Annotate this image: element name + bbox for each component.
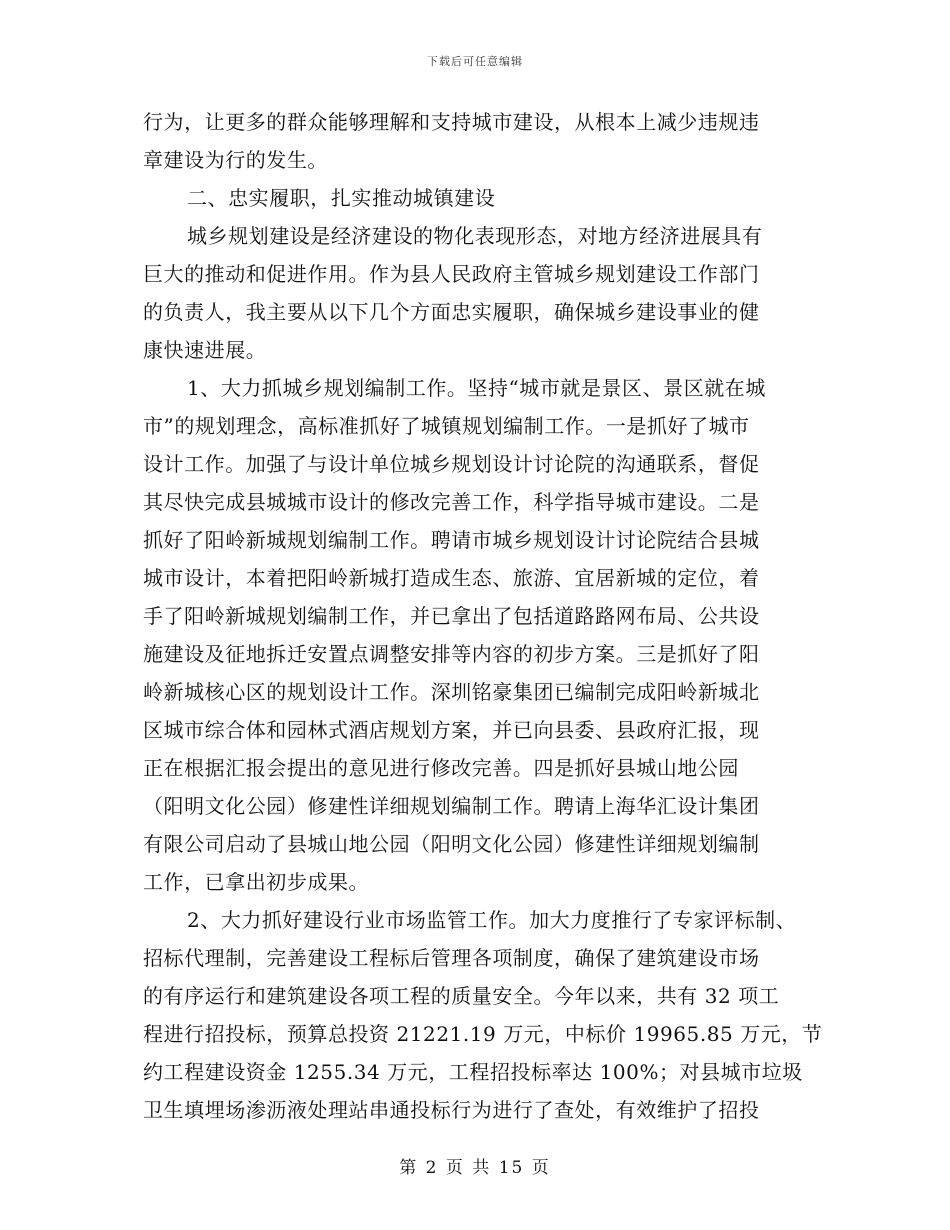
document-body [143,103,823,1129]
page-header: 下载后可任意编辑 [427,55,523,68]
text-line: 设计工作。加强了与设计单位城乡规划设计讨论院的沟通联系，督促 [143,452,760,476]
text-line: 城市设计，本着把阳岭新城打造成生态、旅游、宜居新城的定位，着 [143,566,760,590]
text-line: 招标代理制，完善建设工程标后管理各项制度，确保了建筑建设市场 [143,946,760,970]
text-line: 岭新城核心区的规划设计工作。深圳铭豪集团已编制完成阳岭新城北 [143,680,760,704]
text-line: 手了阳岭新城规划编制工作，并已拿出了包括道路路网布局、公共设 [143,604,760,628]
text-line: 正在根据汇报会提出的意见进行修改完善。四是抓好县城山地公园 [143,756,739,780]
text-line: 区城市综合体和园林式酒店规划方案，并已向县委、县政府汇报，现 [143,718,760,742]
text-line: 的有序运行和建筑建设各项工程的质量安全。今年以来，共有 32 项工 [143,984,780,1008]
text-line: 施建设及征地拆迁安置点调整安排等内容的初步方案。三是抓好了阳 [143,642,760,666]
text-line: 二、忠实履职，扎实推动城镇建设 [187,186,496,210]
text-line: 约工程建设资金 1255.34 万元，工程招投标率达 100%；对县城市垃圾 [143,1060,803,1084]
text-line: 程进行招投标，预算总投资 21221.19 万元，中标价 19965.85 万元，节 [143,1022,823,1046]
text-line: 城乡规划建设是经济建设的物化表现形态，对地方经济进展具有 [187,224,763,248]
page-footer: 第 2 页 共 15 页 [399,1158,551,1178]
text-line: 1、大力抓城乡规划编制工作。坚持“城市就是景区、景区就在城 [187,376,766,400]
text-line: 抓好了阳岭新城规划编制工作。聘请市城乡规划设计讨论院结合县城 [143,528,760,552]
text-line: 工作，已拿出初步成果。 [143,870,370,894]
text-line: 的负责人，我主要从以下几个方面忠实履职，确保城乡建设事业的健 [143,300,760,324]
text-line: 章建设为行的发生。 [143,148,328,172]
text-line: 市”的规划理念，高标准抓好了城镇规划编制工作。一是抓好了城市 [143,414,750,438]
text-line: 行为，让更多的群众能够理解和支持城市建设，从根本上减少违规违 [143,110,760,134]
text-line: 其尽快完成县城城市设计的修改完善工作，科学指导城市建设。二是 [143,490,760,514]
text-line: 巨大的推动和促进作用。作为县人民政府主管城乡规划建设工作部门 [143,262,760,286]
text-line: （阳明文化公园）修建性详细规划编制工作。聘请上海华汇设计集团 [143,794,760,818]
text-line: 康快速进展。 [143,338,267,362]
text-line: 2、大力抓好建设行业市场监管工作。加大力度推行了专家评标制、 [187,908,797,932]
text-line: 有限公司启动了县城山地公园（阳明文化公园）修建性详细规划编制 [143,832,760,856]
text-line: 卫生填埋场渗沥液处理站串通投标行为进行了查处，有效维护了招投 [143,1098,760,1122]
